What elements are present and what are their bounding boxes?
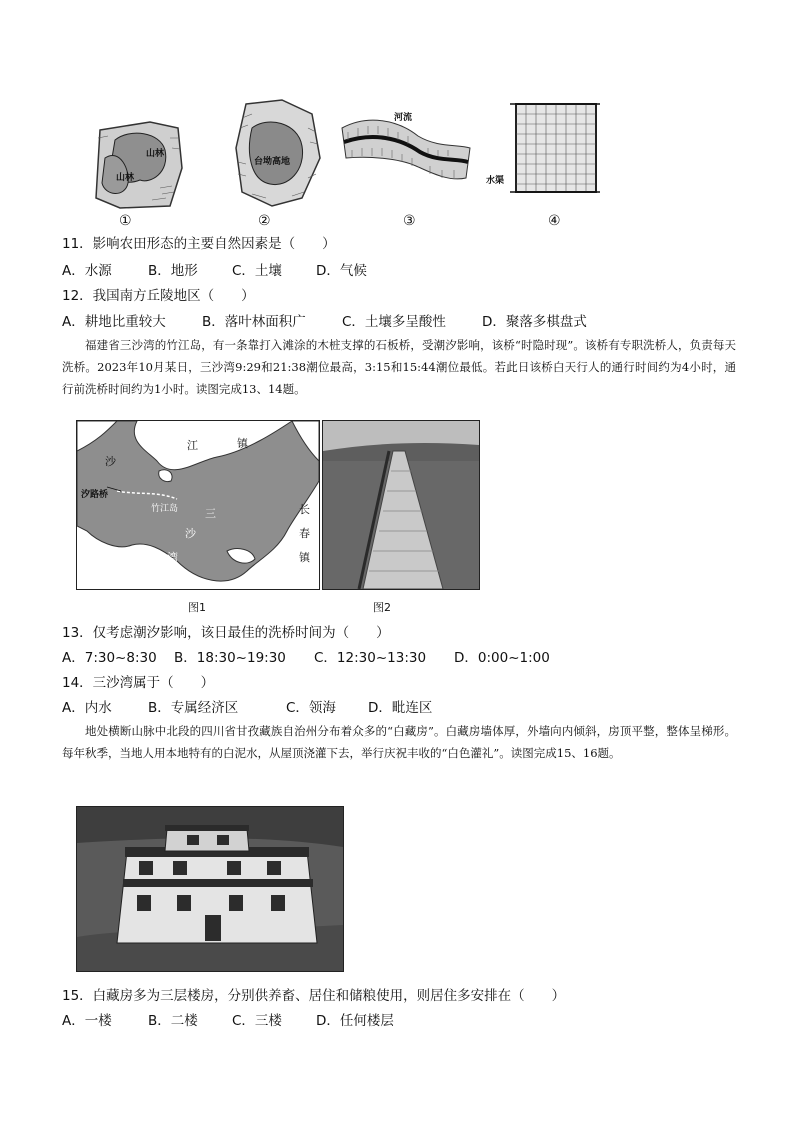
option-a[interactable]: A．水源 bbox=[62, 263, 112, 279]
figure-3-river-fields bbox=[338, 108, 473, 193]
option-a[interactable]: A．耕地比重较大 bbox=[62, 314, 166, 330]
option-d[interactable]: D．气候 bbox=[316, 263, 367, 279]
map-label-san: 三 bbox=[205, 507, 216, 520]
photo-stone-bridge bbox=[322, 420, 480, 590]
figure-2-number: ② bbox=[258, 213, 271, 229]
map-label-jiang: 江 bbox=[187, 439, 198, 452]
map-label-zhen2: 镇 bbox=[299, 551, 310, 564]
map-sansha-bay bbox=[76, 420, 320, 590]
question-13-stem: 13．仅考虑潮汐影响，该日最佳的洗桥时间为（ ） bbox=[62, 625, 390, 641]
passage-white-tibetan-house: 地处横断山脉中北段的四川省甘孜藏族自治州分布着众多的“白藏房”。白藏房墙体厚，外墙向内倾斜，房顶平整，整体呈梯形。每年秋季，当地人用本地特有的白泥水，从屋顶浇灌下去，举行庆祝丰收的“白色灌礼”。读图完成15、16题。 bbox=[62, 724, 736, 760]
photo-white-tibetan-house bbox=[76, 806, 344, 972]
figure-4-canal-label: 水渠 bbox=[486, 176, 505, 186]
option-c[interactable]: C．土壤多呈酸性 bbox=[342, 314, 446, 330]
option-b[interactable]: B．地形 bbox=[148, 263, 198, 279]
option-b[interactable]: B．专属经济区 bbox=[148, 700, 239, 716]
question-14-options bbox=[62, 699, 762, 717]
passage-tidal-bridge: 福建省三沙湾的竹江岛，有一条靠打入滩涂的木桩支撑的石板桥，受潮汐影响，该桥“时隐时现”。该桥有专职洗桥人，负责每天洗桥。2023年10月某日，三沙湾9:29和21:38潮位最高，3:15和15:44潮位最低。若此日该桥白天行人的通行时间约为4小时，通行前洗桥时间约为1小时。读图完成13、14题。 bbox=[62, 338, 736, 396]
option-d[interactable]: D．聚落多棋盘式 bbox=[482, 314, 587, 330]
map-label-sha2: 沙 bbox=[185, 527, 196, 540]
figure-2-terraced-highland bbox=[232, 98, 324, 210]
figure-4-grid-fields bbox=[508, 98, 602, 198]
map-caption-2: 图2 bbox=[373, 601, 391, 614]
figure-1-number: ① bbox=[119, 213, 132, 229]
option-a[interactable]: A．内水 bbox=[62, 700, 112, 716]
figure-4-number: ④ bbox=[548, 213, 561, 229]
option-a[interactable]: A．一楼 bbox=[62, 1013, 112, 1029]
option-b[interactable]: B．二楼 bbox=[148, 1013, 198, 1029]
option-b[interactable]: B．落叶林面积广 bbox=[202, 314, 306, 330]
question-12-stem: 12．我国南方丘陵地区（ ） bbox=[62, 288, 255, 304]
option-d[interactable]: D．0:00~1:00 bbox=[454, 650, 550, 666]
map-label-wan: 湾 bbox=[167, 551, 178, 564]
figure-1-label-top: 山林 bbox=[146, 149, 165, 159]
option-c[interactable]: C．领海 bbox=[286, 700, 336, 716]
question-13-options bbox=[62, 649, 762, 667]
option-d[interactable]: D．任何楼层 bbox=[316, 1013, 394, 1029]
figure-1-mountain-forest bbox=[90, 118, 185, 210]
question-11-stem: 11．影响农田形态的主要自然因素是（ ） bbox=[62, 236, 336, 252]
figure-3-number: ③ bbox=[403, 213, 416, 229]
figure-3-river-label: 河流 bbox=[394, 113, 413, 123]
map-label-sha: 沙 bbox=[105, 455, 116, 468]
figure-2-label: 台坳高地 bbox=[254, 157, 291, 167]
map-label-bridge: 汐路桥 bbox=[81, 490, 109, 500]
question-15-options bbox=[62, 1012, 762, 1030]
map-label-zhen: 镇 bbox=[237, 437, 248, 450]
map-label-chang: 长 bbox=[299, 503, 310, 516]
question-14-stem: 14．三沙湾属于（ ） bbox=[62, 675, 215, 691]
option-a[interactable]: A．7:30~8:30 bbox=[62, 650, 157, 666]
option-d[interactable]: D．毗连区 bbox=[368, 700, 433, 716]
figure-1-label-bottom: 山林 bbox=[116, 173, 135, 183]
question-11-options bbox=[62, 262, 762, 280]
map-caption-1: 图1 bbox=[188, 601, 206, 614]
question-15-stem: 15．白藏房多为三层楼房，分别供养畜、居住和储粮使用，则居住多安排在（ ） bbox=[62, 988, 566, 1004]
question-12-options bbox=[62, 313, 762, 331]
map-label-chun: 春 bbox=[299, 527, 310, 540]
option-c[interactable]: C．土壤 bbox=[232, 263, 282, 279]
map-label-zhujiang-island: 竹江岛 bbox=[151, 504, 179, 514]
option-c[interactable]: C．三楼 bbox=[232, 1013, 282, 1029]
option-b[interactable]: B．18:30~19:30 bbox=[174, 650, 286, 666]
option-c[interactable]: C．12:30~13:30 bbox=[314, 650, 427, 666]
